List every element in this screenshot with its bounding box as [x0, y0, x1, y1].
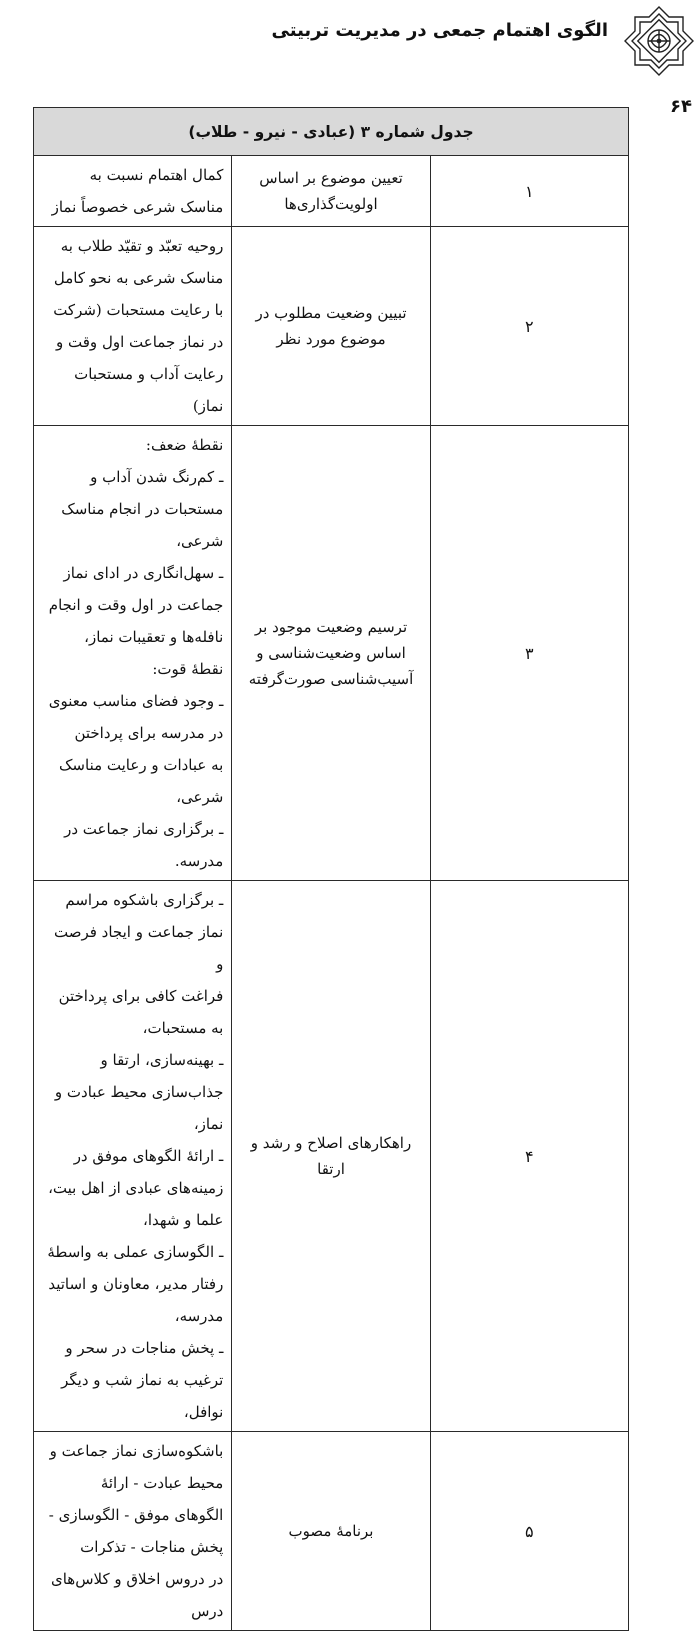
content-line: ـ وجود فضای مناسب معنوی در مدرسه برای پرداختن — [48, 692, 224, 742]
content-line: ـ برگزاری نماز جماعت در مدرسه. — [64, 820, 224, 870]
row-label: تعیین موضوع بر اساس اولویت‌گذاری‌ها — [232, 156, 430, 227]
content-line: علما و شهدا، — [143, 1211, 224, 1229]
content-line: ـ کم‌رنگ شدن آداب و مستحبات در انجام مناسک — [61, 468, 224, 518]
table-row — [34, 227, 629, 426]
content-line: نقطهٔ ضعف: — [145, 436, 224, 454]
table-container — [33, 107, 629, 1631]
row-content — [34, 426, 232, 881]
content-line: نقطهٔ قوت: — [152, 660, 224, 678]
content-line: به عبادات و رعایت مناسک شرعی، — [59, 756, 224, 806]
content-line: الگوهای موفق - الگوسازی - پخش مناجات - تذکرات — [48, 1506, 224, 1556]
page-number: ۶۴ — [670, 96, 692, 117]
row-number: ۵ — [430, 1432, 628, 1631]
content-line: ـ سهل‌انگاری در ادای نماز جماعت در اول وقت و انجام — [48, 564, 224, 614]
row-number: ۲ — [430, 227, 628, 426]
row-label: تبیین وضعیت مطلوب در موضوع مورد نظر — [232, 227, 430, 426]
content-line: ـ بهینه‌سازی، ارتقا و جذاب‌سازی محیط عبادت و نماز، — [54, 1051, 224, 1133]
row-number: ۴ — [430, 881, 628, 1432]
row-label: ترسیم وضعیت موجود بر اساس وضعیت‌شناسی و آسیب‌شناسی صورت‌گرفته — [232, 426, 430, 881]
content-line: شرعی، — [176, 532, 224, 550]
content-line: روحیه تعبّد و تقیّد طلاب به مناسک شرعی به نحو کامل — [53, 237, 224, 287]
row-number: ۳ — [430, 426, 628, 881]
table-row — [34, 881, 629, 1432]
running-header-title: الگوی اهتمام جمعی در مدیریت تربیتی — [271, 20, 608, 41]
ornamental-logo-icon — [622, 4, 696, 76]
row-label: برنامهٔ مصوب — [232, 1432, 430, 1631]
row-number: ۱ — [430, 156, 628, 227]
content-line: ـ ارائهٔ الگوهای موفق در زمینه‌های عبادی از اهل بیت، — [48, 1147, 224, 1197]
content-line: باشکوه‌سازی نماز جماعت و محیط عبادت - ارائهٔ — [49, 1442, 224, 1492]
row-content — [34, 881, 232, 1432]
content-line: در دروس اخلاق و کلاس‌های درس — [50, 1570, 224, 1620]
row-content — [34, 156, 232, 227]
table-row — [34, 156, 629, 227]
data-table — [33, 107, 629, 1631]
content-line: فراغت کافی برای پرداختن به مستحبات، — [58, 987, 224, 1037]
content-line: ـ پخش مناجات در سحر و ترغیب به نماز شب و دیگر — [61, 1339, 224, 1389]
row-label: راهکارهای اصلاح و رشد و ارتقا — [232, 881, 430, 1432]
table-title: جدول شماره ۳ (عبادی - نیرو - طلاب) — [34, 108, 629, 156]
content-line: ـ برگزاری باشکوه مراسم نماز جماعت و ایجاد فرصت و — [53, 891, 224, 973]
row-content — [34, 1432, 232, 1631]
content-line: با رعایت مستحبات (شرکت در نماز جماعت اول وقت و — [53, 301, 224, 351]
content-line: مدرسه، — [174, 1307, 224, 1325]
table-row — [34, 1432, 629, 1631]
row-content — [34, 227, 232, 426]
content-line: نوافل، — [183, 1403, 224, 1421]
content-line: رعایت آداب و مستحبات نماز) — [74, 365, 224, 415]
table-row — [34, 426, 629, 881]
content-line: کمال اهتمام نسبت به مناسک شرعی خصوصاً نماز — [51, 166, 224, 216]
content-line: نافله‌ها و تعقیبات نماز، — [84, 628, 224, 646]
content-line: ـ الگوسازی عملی به واسطهٔ رفتار مدیر، معاونان و اساتید — [47, 1243, 224, 1293]
